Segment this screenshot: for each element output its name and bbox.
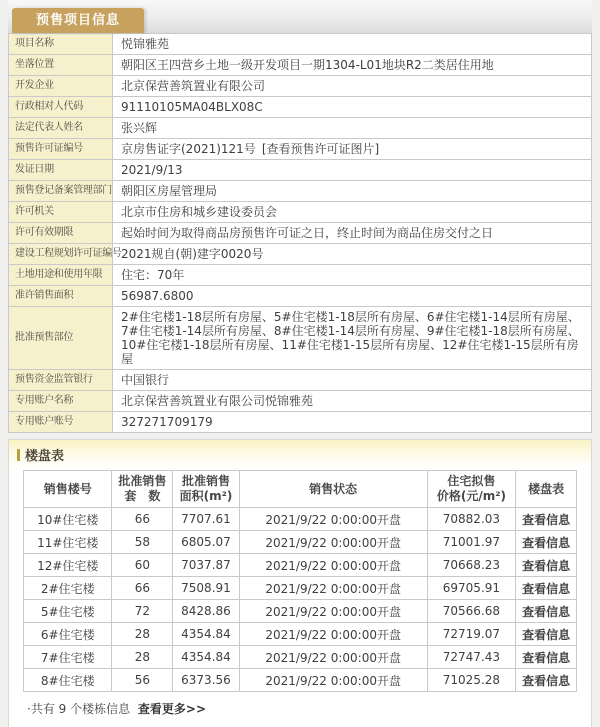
cell-price: 69705.91 [427, 577, 515, 600]
cell-units: 56 [112, 669, 173, 692]
column-header [239, 471, 427, 508]
info-row-value [113, 181, 592, 202]
info-value-text: 56987.6800 [121, 289, 194, 303]
view-info-cell [516, 600, 577, 623]
title-bar-accent [17, 449, 20, 461]
info-value-text: 京房售证字(2021)121号 [121, 142, 256, 156]
cell-status: 2021/9/22 0:00:00开盘 [239, 577, 427, 600]
info-value-text: 住宅：70年 [121, 268, 185, 282]
info-row [9, 34, 592, 55]
info-row-value [113, 244, 592, 265]
view-more-link[interactable]: 查看更多>> [137, 702, 207, 716]
info-row-label: 许可有效期限 [9, 223, 113, 244]
info-row-label: 许可机关 [9, 202, 113, 223]
cell-area: 7037.87 [173, 554, 239, 577]
view-permit-image-link[interactable]: [查看预售许可证图片] [261, 142, 380, 156]
info-row [9, 118, 592, 139]
info-value-text: 2021规自(朝)建字0020号 [121, 247, 264, 261]
info-row-label: 法定代表人姓名 [9, 118, 113, 139]
cell-status: 2021/9/22 0:00:00开盘 [239, 600, 427, 623]
info-row-value [113, 160, 592, 181]
info-row-label: 预售登记备案管理部门 [9, 181, 113, 202]
info-row-value [113, 412, 592, 433]
info-row-label: 预售资金监管银行 [9, 370, 113, 391]
info-row [9, 286, 592, 307]
table-row [24, 646, 577, 669]
info-row-label: 坐落位置 [9, 55, 113, 76]
cell-building: 6#住宅楼 [24, 623, 112, 646]
cell-building: 2#住宅楼 [24, 577, 112, 600]
view-info-link[interactable]: 查看信息 [522, 581, 571, 596]
view-info-cell [516, 646, 577, 669]
cell-building: 8#住宅楼 [24, 669, 112, 692]
column-header-line: 批准销售 [181, 474, 230, 488]
building-table-body [24, 508, 577, 692]
cell-price: 70882.03 [427, 508, 515, 531]
info-row [9, 391, 592, 412]
cell-building: 11#住宅楼 [24, 531, 112, 554]
cell-area: 4354.84 [173, 646, 239, 669]
view-info-link[interactable]: 查看信息 [522, 627, 571, 642]
cell-area: 4354.84 [173, 623, 239, 646]
table-row [24, 508, 577, 531]
info-row-value [113, 202, 592, 223]
info-row [9, 160, 592, 181]
column-header [516, 471, 577, 508]
info-row [9, 181, 592, 202]
column-header [427, 471, 515, 508]
table-row [24, 531, 577, 554]
info-row-label: 开发企业 [9, 76, 113, 97]
building-count-text: ·共有 9 个楼栋信息 [27, 702, 131, 716]
info-row-label: 土地用途和使用年限 [9, 265, 113, 286]
column-header-line: 销售状态 [309, 481, 358, 496]
view-info-link[interactable]: 查看信息 [522, 535, 571, 550]
cell-area: 6373.56 [173, 669, 239, 692]
panel-title-row [9, 440, 591, 467]
info-row-value [113, 223, 592, 244]
cell-building: 12#住宅楼 [24, 554, 112, 577]
info-value-text: 北京保营善筑置业有限公司 [121, 79, 266, 93]
info-row [9, 412, 592, 433]
info-value-text: 北京保营善筑置业有限公司悦锦雅苑 [121, 394, 314, 408]
cell-units: 72 [112, 600, 173, 623]
view-info-cell [516, 623, 577, 646]
info-row-value [113, 76, 592, 97]
view-info-link[interactable]: 查看信息 [522, 650, 571, 665]
view-info-cell [516, 531, 577, 554]
cell-price: 71025.28 [427, 669, 515, 692]
info-row-label: 预售许可证编号 [9, 139, 113, 160]
info-value-text: 朝阳区王四营乡土地一级开发项目一期1304-L01地块R2二类居住用地 [121, 58, 494, 72]
view-info-link[interactable]: 查看信息 [522, 558, 571, 573]
info-row-label: 准许销售面积 [9, 286, 113, 307]
info-value-text: 91110105MA04BLX08C [121, 100, 263, 114]
cell-price: 70668.23 [427, 554, 515, 577]
cell-units: 66 [112, 577, 173, 600]
info-row [9, 244, 592, 265]
cell-units: 28 [112, 646, 173, 669]
cell-units: 28 [112, 623, 173, 646]
info-table-body [9, 34, 592, 433]
cell-building: 5#住宅楼 [24, 600, 112, 623]
cell-status: 2021/9/22 0:00:00开盘 [239, 669, 427, 692]
info-row [9, 370, 592, 391]
info-row-label: 批准预售部位 [9, 307, 113, 370]
tab-presale-project-info[interactable]: 预售项目信息 [12, 8, 144, 33]
cell-status: 2021/9/22 0:00:00开盘 [239, 531, 427, 554]
tab-strip [8, 0, 592, 33]
info-row [9, 97, 592, 118]
cell-status: 2021/9/22 0:00:00开盘 [239, 508, 427, 531]
column-header-line: 面积(m²) [179, 489, 233, 503]
column-header-line: 楼盘表 [528, 481, 565, 496]
view-info-cell [516, 508, 577, 531]
cell-area: 7508.91 [173, 577, 239, 600]
info-row-value [113, 118, 592, 139]
building-list-panel [8, 439, 592, 727]
info-row-value [113, 265, 592, 286]
info-row [9, 76, 592, 97]
cell-status: 2021/9/22 0:00:00开盘 [239, 646, 427, 669]
info-row-value [113, 97, 592, 118]
cell-building: 7#住宅楼 [24, 646, 112, 669]
cell-status: 2021/9/22 0:00:00开盘 [239, 554, 427, 577]
info-row-label: 行政相对人代码 [9, 97, 113, 118]
info-value-text: 327271709179 [121, 415, 213, 429]
info-value-text: 朝阳区房屋管理局 [121, 184, 218, 198]
view-info-link[interactable]: 查看信息 [522, 512, 571, 527]
column-header [173, 471, 239, 508]
table-row [24, 554, 577, 577]
info-row-value [113, 286, 592, 307]
info-row-label: 发证日期 [9, 160, 113, 181]
building-list-footer [9, 692, 591, 717]
cell-units: 58 [112, 531, 173, 554]
column-header-line: 销售楼号 [43, 481, 92, 496]
info-value-text: 中国银行 [121, 373, 170, 387]
info-value-text: 起始时间为取得商品房预售许可证之日，终止时间为商品住房交付之日 [121, 226, 494, 240]
column-header-line: 住宅拟售 [447, 474, 496, 488]
info-row [9, 307, 592, 370]
cell-status: 2021/9/22 0:00:00开盘 [239, 623, 427, 646]
info-value-text: 2021/9/13 [121, 163, 183, 177]
info-row [9, 265, 592, 286]
info-row [9, 139, 592, 160]
presale-info-page [8, 0, 592, 727]
info-value-text: 北京市住房和城乡建设委员会 [121, 205, 278, 219]
view-info-cell [516, 669, 577, 692]
info-value-text: 2#住宅楼1-18层所有房屋、5#住宅楼1-18层所有房屋、6#住宅楼1-14层所有房屋、7#住宅楼1-14层所有房屋、8#住宅楼1-14层所有房屋、9#住宅楼1-18层所有房屋、10#住宅楼1-18层所有房屋、11#住宅楼1-15层所有房屋、12#住宅楼1-15层所有房屋 [121, 310, 580, 366]
info-row [9, 202, 592, 223]
cell-building: 10#住宅楼 [24, 508, 112, 531]
info-row-value [113, 34, 592, 55]
cell-price: 72719.07 [427, 623, 515, 646]
view-info-cell [516, 577, 577, 600]
info-row-value [113, 370, 592, 391]
info-row-value [113, 55, 592, 76]
info-row-value [113, 391, 592, 412]
info-value-text: 张兴辉 [121, 121, 158, 135]
column-header-line: 价格(元/m²) [436, 489, 506, 503]
info-value-text: 悦锦雅苑 [121, 37, 170, 51]
cell-units: 60 [112, 554, 173, 577]
column-header-line: 批准销售 [118, 474, 167, 488]
table-row [24, 623, 577, 646]
info-row-label: 专用账户账号 [9, 412, 113, 433]
column-header-line: 套 数 [124, 489, 161, 503]
table-row [24, 600, 577, 623]
cell-price: 72747.43 [427, 646, 515, 669]
cell-units: 66 [112, 508, 173, 531]
info-row-value [113, 139, 592, 160]
column-header [24, 471, 112, 508]
info-row-label: 项目名称 [9, 34, 113, 55]
cell-price: 70566.68 [427, 600, 515, 623]
column-header [112, 471, 173, 508]
info-row-label: 建设工程规划许可证编号 [9, 244, 113, 265]
view-info-cell [516, 554, 577, 577]
view-info-link[interactable]: 查看信息 [522, 604, 571, 619]
cell-area: 7707.61 [173, 508, 239, 531]
project-info-table [8, 33, 592, 433]
info-row-label: 专用账户名称 [9, 391, 113, 412]
building-table-header-row [24, 471, 577, 508]
building-table [23, 470, 577, 692]
info-row [9, 55, 592, 76]
cell-price: 71001.97 [427, 531, 515, 554]
view-info-link[interactable]: 查看信息 [522, 673, 571, 688]
cell-area: 6805.07 [173, 531, 239, 554]
section-title: 楼盘表 [25, 449, 65, 464]
cell-area: 8428.86 [173, 600, 239, 623]
table-row [24, 577, 577, 600]
info-row [9, 223, 592, 244]
info-row-value [113, 307, 592, 370]
table-row [24, 669, 577, 692]
